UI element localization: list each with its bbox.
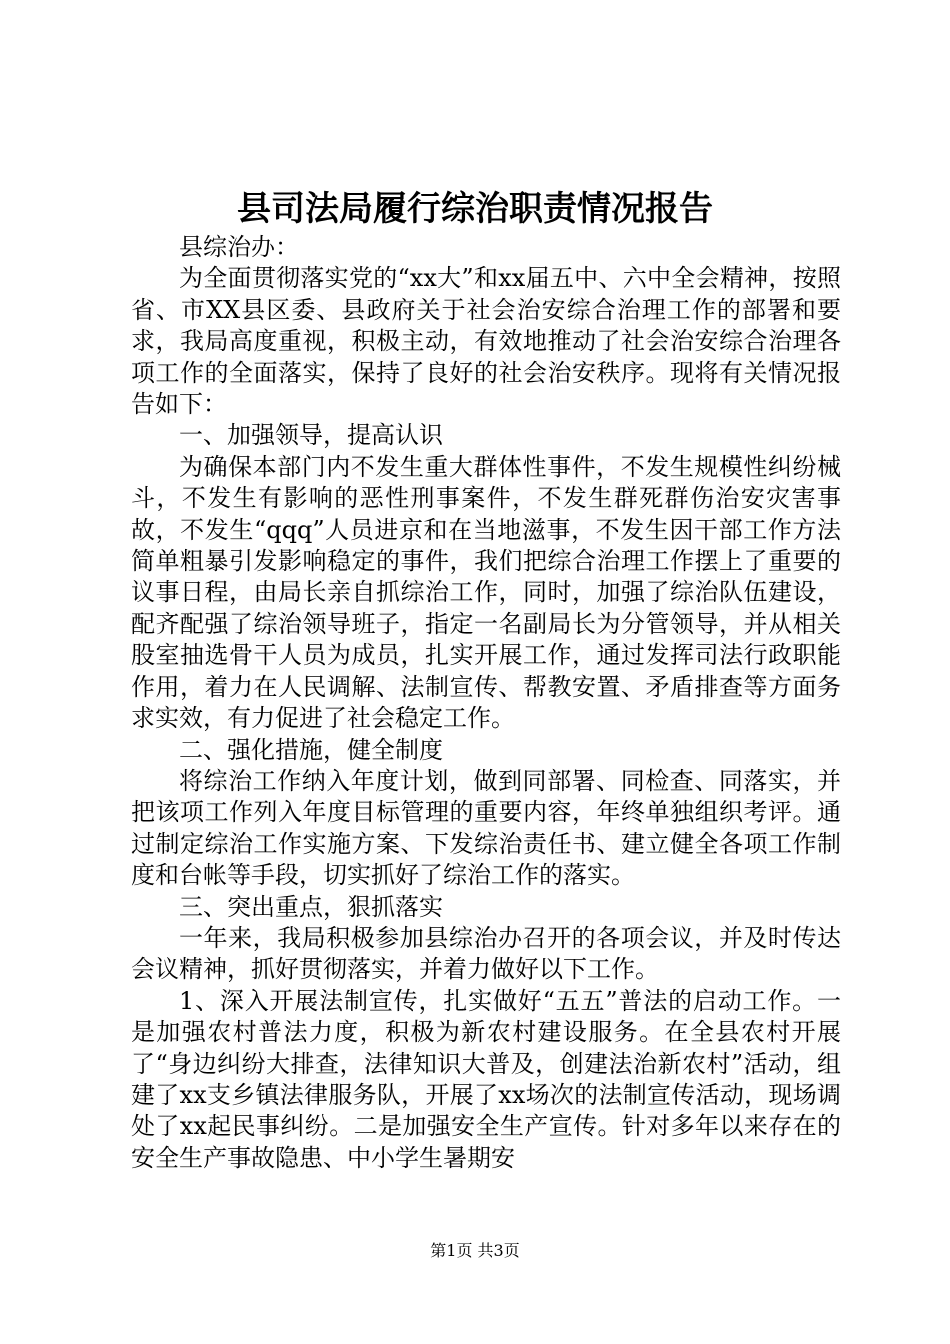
document-title: 县司法局履行综治职责情况报告 xyxy=(237,189,713,229)
page-footer: 第1页 共3页 xyxy=(430,1241,520,1260)
document-body xyxy=(131,232,841,1174)
paragraph-section-3: 一年来，我局积极参加县综治办召开的各项会议，并及时传达会议精神，抓好贯彻落实，并着力做好以下工作。 xyxy=(131,923,841,984)
section-heading-3: 三、突出重点，狠抓落实 xyxy=(179,892,443,921)
section-heading-2: 二、强化措施，健全制度 xyxy=(179,735,443,764)
paragraph-item-1: 1、深入开展法制宣传，扎实做好“五五”普法的启动工作。一是加强农村普法力度，积极为新农村建设服务。在全县农村开展了“身边纠纷大排查，法律知识大普及，创建法治新农村”活动，组建了xx支乡镇法律服务队，开展了xx场次的法制宣传活动，现场调处了xx起民事纠纷。二是加强安全生产宣传。针对多年以来存在的安全生产事故隐患、中小学生暑期安 xyxy=(131,986,841,1172)
salutation: 县综治办： xyxy=(179,233,299,261)
section-heading-1: 一、加强领导，提高认识 xyxy=(179,421,443,450)
paragraph-section-1: 为确保本部门内不发生重大群体性事件，不发生规模性纠纷械斗，不发生有影响的恶性刑事案件，不发生群死群伤治安灾害事故，不发生“qqq”人员进京和在当地滋事，不发生因干部工作方法简单粗暴引发影响稳定的事件，我们把综合治理工作摆上了重要的议事日程，由局长亲自抓综治工作，同时，加强了综治队伍建设，配齐配强了综治领导班子，指定一名副局长为分管领导，并从相关股室抽选骨干人员为成员，扎实开展工作，通过发挥司法行政职能作用，着力在人民调解、法制宣传、帮教安置、矛盾排查等方面务求实效，有力促进了社会稳定工作。 xyxy=(131,452,841,733)
paragraph-intro: 为全面贯彻落实党的“xx大”和xx届五中、六中全会精神，按照省、市XX县区委、县政府关于社会治安综合治理工作的部署和要求，我局高度重视，积极主动，有效地推动了社会治安综合治理各项工作的全面落实，保持了良好的社会治安秩序。现将有关情况报告如下： xyxy=(131,264,841,419)
paragraph-section-2: 将综治工作纳入年度计划，做到同部署、同检查、同落实，并把该项工作列入年度目标管理的重要内容，年终单独组织考评。通过制定综治工作实施方案、下发综治责任书、建立健全各项工作制度和台帐等手段，切实抓好了综治工作的落实。 xyxy=(131,766,841,890)
